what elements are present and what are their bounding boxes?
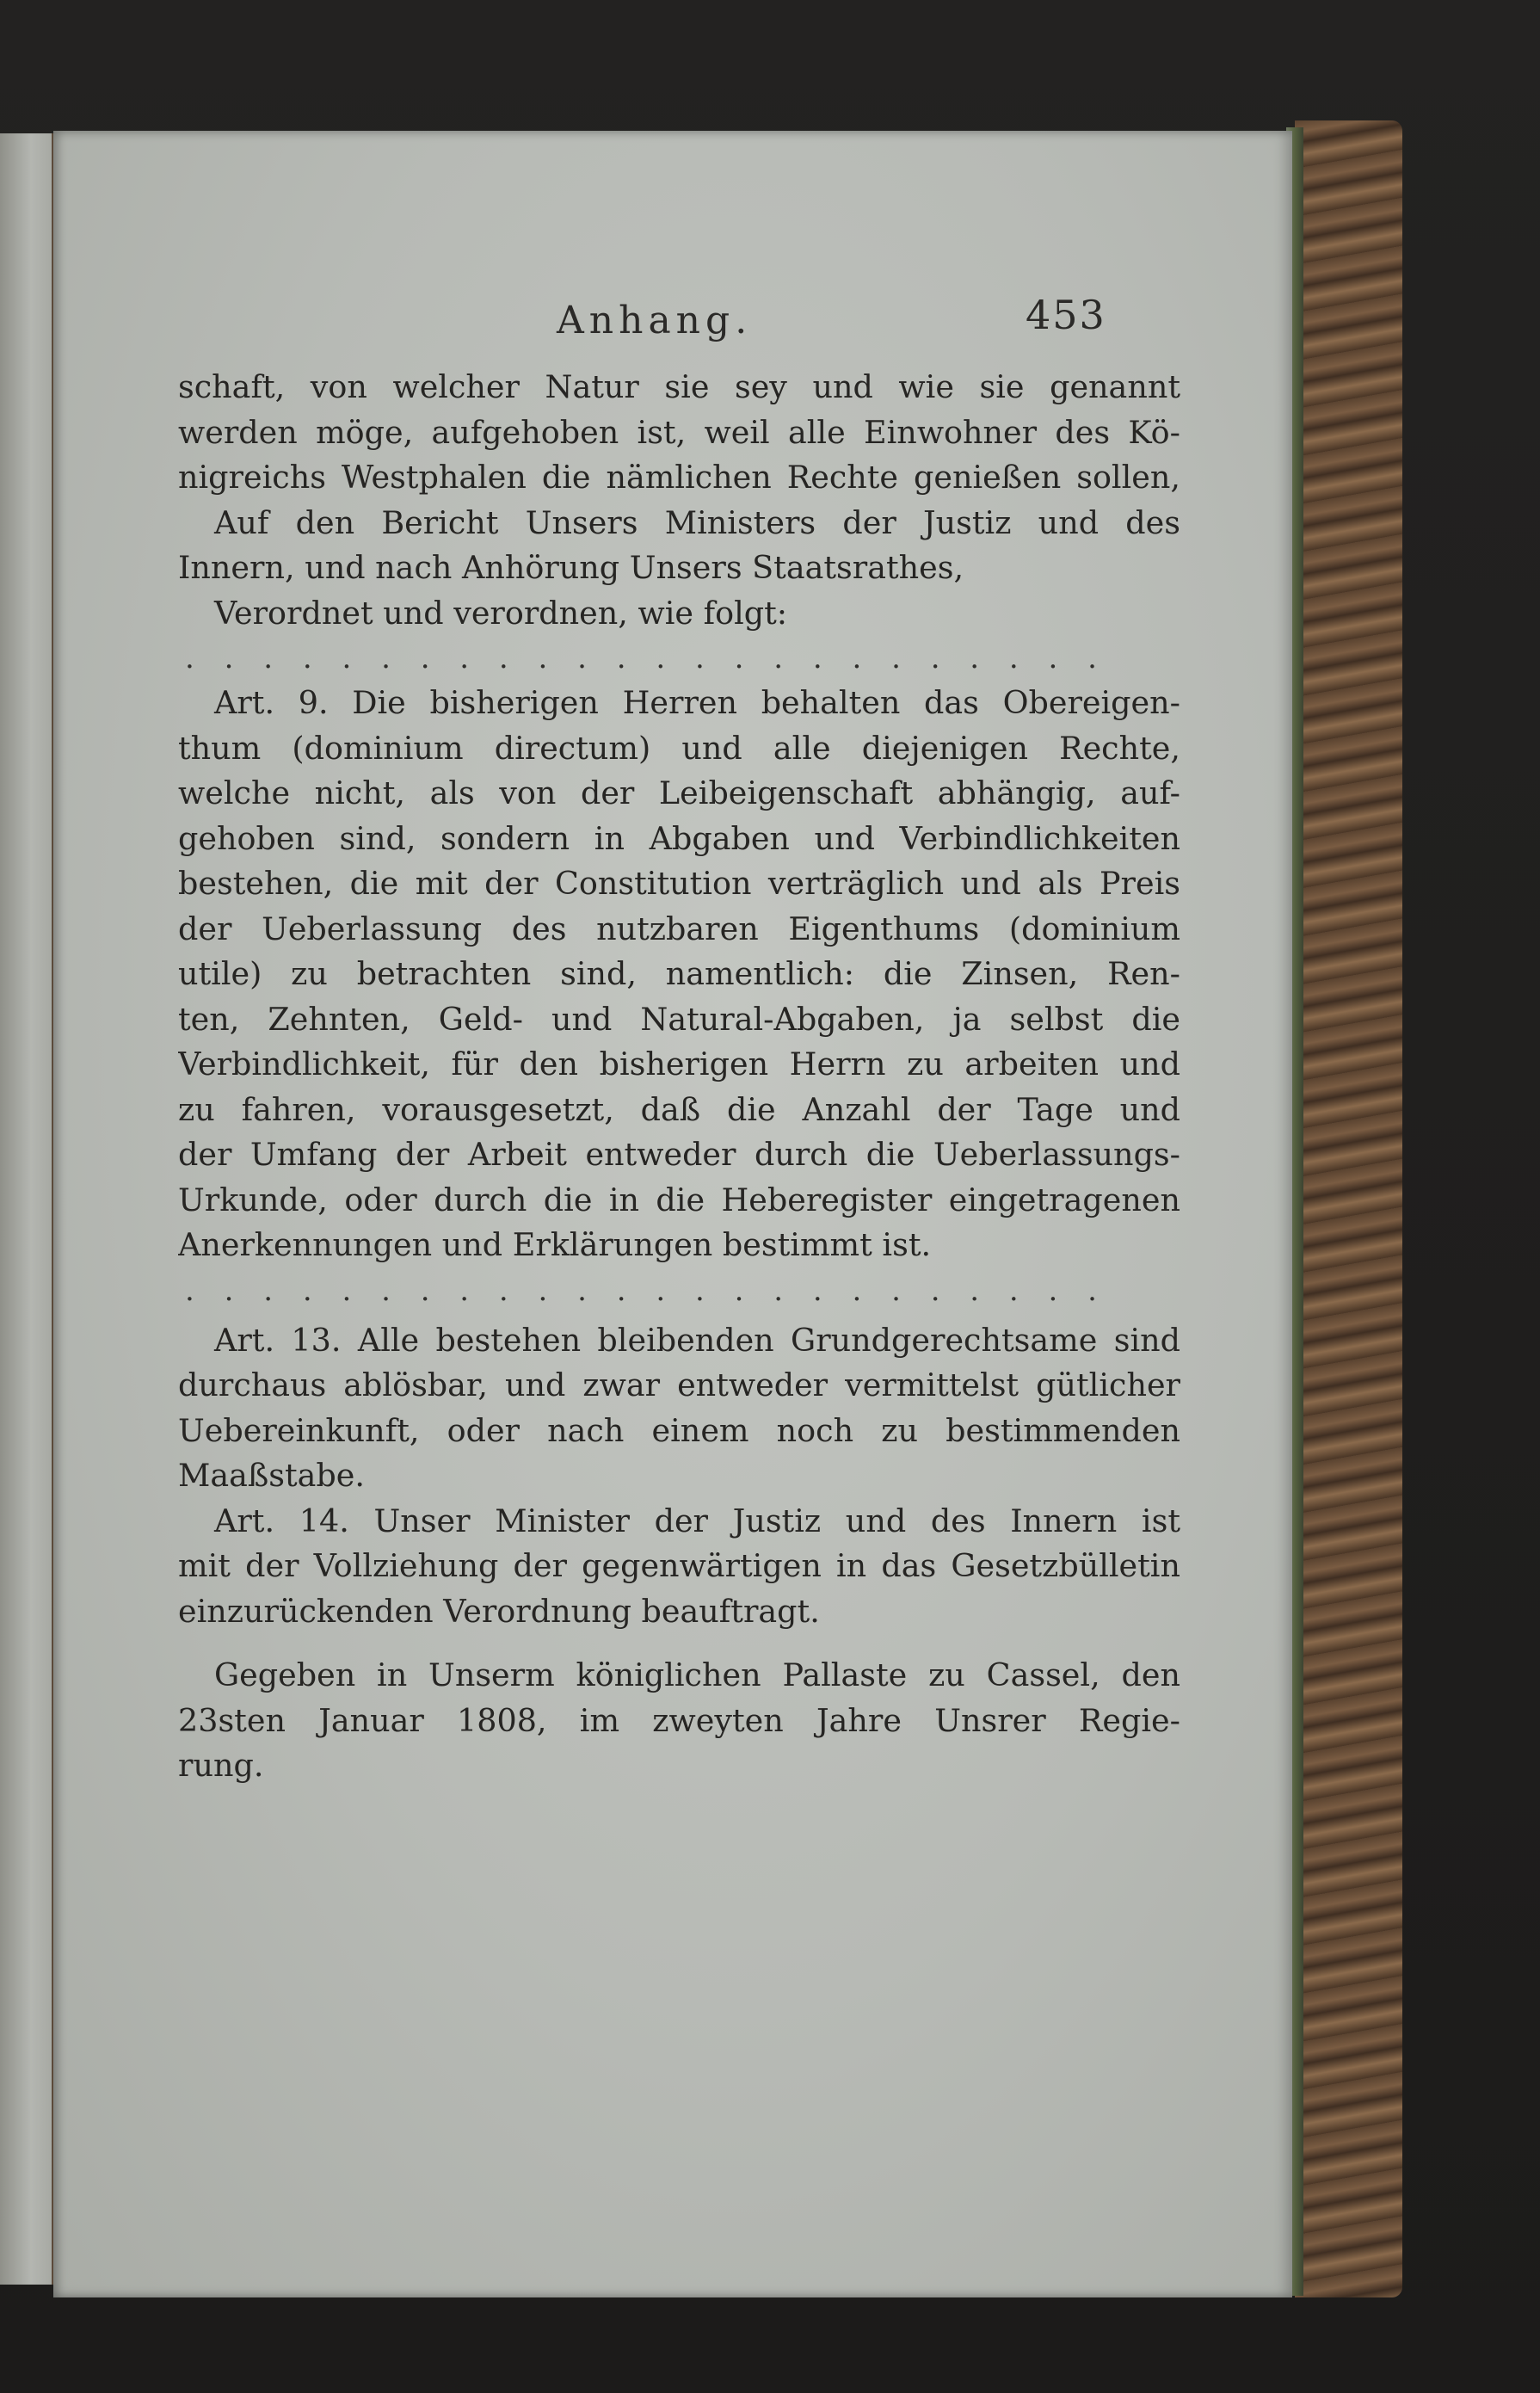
ellipsis-row: . . . . . . . . . . . . . . . . . . . . . . . . [185,1273,1107,1308]
text-line: der Umfang der Arbeit entweder durch die Ueberlassungs- [178,1136,1180,1173]
running-head: Anhang. [557,299,753,342]
text-line: Uebereinkunft, oder nach einem noch zu bestimmenden [178,1411,1180,1449]
text-line: Gegeben in Unserm königlichen Pallaste zu Cassel, den [214,1656,1180,1693]
text-line: durchaus ablösbar, und zwar entweder vermittelst gütlicher [178,1366,1180,1403]
text-line: gehoben sind, sondern in Abgaben und Verbindlichkeiten [178,819,1180,857]
book-cover-edge [1295,120,1402,2297]
text-line: rung. [178,1747,264,1784]
text-line: welche nicht, als von der Leibeigenschaft abhängig, auf- [178,774,1180,811]
text-line: Anerkennungen und Erklärungen bestimmt ist. [178,1226,932,1263]
text-line: schaft, von welcher Natur sie sey und wie sie genannt [178,368,1180,405]
text-line: zu fahren, vorausgesetzt, daß die Anzahl der Tage und [178,1090,1180,1128]
text-line: ten, Zehnten, Geld- und Natural-Abgaben, ja selbst die [178,1000,1180,1038]
text-line: Innern, und nach Anhörung Unsers Staatsrathes, [178,549,964,586]
text-line: utile) zu betrachten sind, namentlich: die Zinsen, Ren- [178,955,1180,992]
text-line: einzurückenden Verordnung beauftragt. [178,1592,820,1630]
text-line: Art. 14. Unser Minister der Justiz und des Innern ist [214,1502,1180,1539]
text-line: bestehen, die mit der Constitution verträglich und als Preis [178,865,1180,902]
text-line: mit der Vollziehung der gegenwärtigen in das Gesetzbülletin [178,1547,1180,1584]
page-number: 453 [1026,292,1106,338]
text-line: Verbindlichkeit, für den bisherigen Herrn zu arbeiten und [178,1045,1180,1082]
text-line: werden möge, aufgehoben ist, weil alle Einwohner des Kö- [178,413,1180,451]
text-line: Verordnet und verordnen, wie folgt: [214,594,788,632]
body-text [178,365,1180,1789]
text-line: Maaßstabe. [178,1457,366,1494]
text-line: Art. 13. Alle bestehen bleibenden Grundgerechtsame sind [214,1321,1180,1359]
text-line: Art. 9. Die bisherigen Herren behalten das Obereigen- [214,684,1180,721]
left-page-edge [0,133,54,2285]
text-line: nigreichs Westphalen die nämlichen Rechte genießen sollen, [178,459,1180,496]
text-line: 23sten Januar 1808, im zweyten Jahre Unsrer Regie- [178,1701,1180,1739]
page-header [53,292,1292,359]
text-line: Urkunde, oder durch die in die Heberegister eingetragenen [178,1181,1180,1218]
text-line: der Ueberlassung des nutzbaren Eigenthums (dominium [178,910,1180,947]
text-line: thum (dominium directum) und alle diejenigen Rechte, [178,729,1180,767]
ellipsis-row: . . . . . . . . . . . . . . . . . . . . . . . . [185,641,1107,675]
book-page [53,131,1292,2297]
text-line: Auf den Bericht Unsers Ministers der Justiz und des [214,503,1180,541]
